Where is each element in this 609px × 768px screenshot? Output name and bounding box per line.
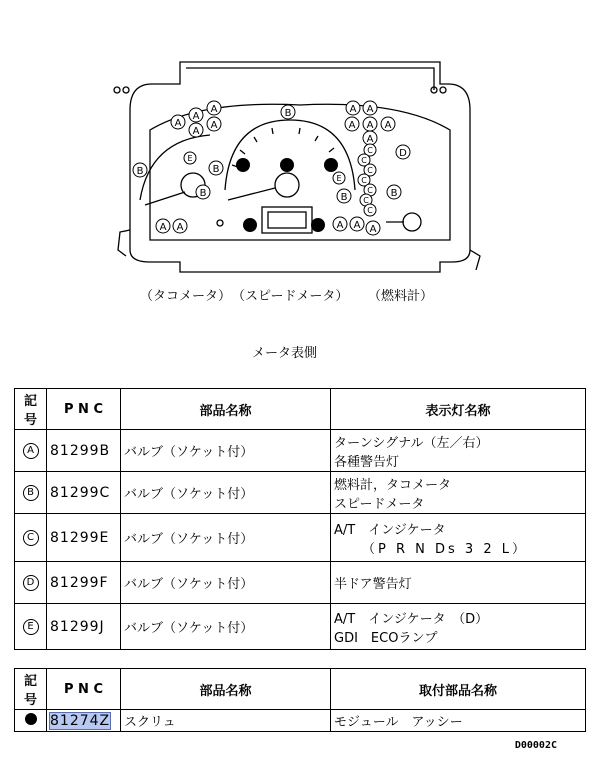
header-symbol: 記号 xyxy=(15,389,47,430)
header-part-name: 部品名称 xyxy=(121,669,331,710)
lamp-name-cell: ターンシグナル（左／右） 各種警告灯 xyxy=(331,430,586,472)
svg-text:A: A xyxy=(349,104,357,115)
drawing-code: D00002C xyxy=(514,740,557,751)
svg-text:B: B xyxy=(340,192,348,203)
svg-text:A: A xyxy=(210,104,218,115)
svg-text:A: A xyxy=(353,220,361,231)
table-row xyxy=(15,514,586,562)
caption-speedometer: （スピードメータ） xyxy=(232,289,349,304)
pnc-cell: 81299J xyxy=(47,604,121,650)
svg-text:A: A xyxy=(366,134,374,145)
symbol-e-icon: E xyxy=(23,619,39,635)
bulb-parts-table xyxy=(14,388,586,650)
svg-text:C: C xyxy=(367,186,373,195)
svg-text:E: E xyxy=(187,154,193,163)
pnc-cell-highlighted[interactable]: 81274Z xyxy=(50,712,111,729)
part-name-cell: スクリュ xyxy=(121,710,331,732)
part-name-cell: バルブ（ソケット付） xyxy=(121,472,331,514)
screw-parts-table xyxy=(14,668,586,732)
svg-text:A: A xyxy=(366,104,374,115)
lamp-name-cell: A/T インジケータ （P R N Ds 3 2 L） xyxy=(331,514,586,562)
header-lamp-name: 表示灯名称 xyxy=(331,389,586,430)
table-row xyxy=(15,710,586,732)
svg-text:B: B xyxy=(390,188,398,199)
svg-text:B: B xyxy=(284,108,292,119)
header-mount-part: 取付部品名称 xyxy=(331,669,586,710)
svg-text:B: B xyxy=(212,164,220,175)
part-name-cell: バルブ（ソケット付） xyxy=(121,514,331,562)
pnc-cell: 81299E xyxy=(47,514,121,562)
svg-text:A: A xyxy=(192,111,200,122)
header-part-name: 部品名称 xyxy=(121,389,331,430)
svg-text:A: A xyxy=(174,118,182,129)
svg-text:C: C xyxy=(361,156,367,165)
lamp-name-cell: 半ドア警告灯 xyxy=(331,562,586,604)
symbol-a-icon: A xyxy=(23,443,39,459)
table-row xyxy=(15,562,586,604)
svg-text:C: C xyxy=(367,206,373,215)
header-pnc: P N C xyxy=(47,389,121,430)
symbol-b-icon: B xyxy=(23,485,39,501)
mount-part-cell: モジュール アッシー xyxy=(331,710,586,732)
table-row xyxy=(15,472,586,514)
pnc-cell: 81299C xyxy=(47,472,121,514)
pnc-cell: 81299F xyxy=(47,562,121,604)
part-name-cell: バルブ（ソケット付） xyxy=(121,562,331,604)
header-symbol: 記号 xyxy=(15,669,47,710)
svg-text:A: A xyxy=(336,220,344,231)
svg-text:A: A xyxy=(348,120,356,131)
filled-dot-icon xyxy=(25,713,37,725)
svg-text:C: C xyxy=(367,166,373,175)
svg-text:A: A xyxy=(210,120,218,131)
svg-text:E: E xyxy=(336,174,342,183)
subtitle-meter-front: メータ表側 xyxy=(252,346,318,361)
lamp-name-cell: 燃料計，タコメータ スピードメータ xyxy=(331,472,586,514)
svg-text:B: B xyxy=(199,188,207,199)
svg-text:D: D xyxy=(399,148,407,159)
pnc-cell: 81299B xyxy=(47,430,121,472)
svg-text:A: A xyxy=(369,224,377,235)
svg-text:C: C xyxy=(361,176,367,185)
svg-text:A: A xyxy=(384,120,392,131)
table-row xyxy=(15,604,586,650)
svg-text:A: A xyxy=(176,222,184,233)
symbol-c-icon: C xyxy=(23,530,39,546)
svg-text:A: A xyxy=(192,126,200,137)
caption-fuel-gauge: （燃料計） xyxy=(368,289,434,304)
table-header-row xyxy=(15,389,586,430)
header-pnc: P N C xyxy=(47,669,121,710)
svg-text:A: A xyxy=(366,120,374,131)
caption-tachometer: （タコメータ） xyxy=(140,289,232,304)
part-name-cell: バルブ（ソケット付） xyxy=(121,604,331,650)
svg-text:C: C xyxy=(367,146,373,155)
svg-text:A: A xyxy=(159,222,167,233)
table-row xyxy=(15,430,586,472)
screw-marks xyxy=(236,158,338,232)
symbol-d-icon: D xyxy=(23,575,39,591)
lamp-name-cell: A/T インジケータ （D） GDI ECOランプ xyxy=(331,604,586,650)
svg-text:B: B xyxy=(136,166,144,177)
svg-text:C: C xyxy=(363,196,369,205)
callout-e xyxy=(184,152,345,184)
table-header-row xyxy=(15,669,586,710)
part-name-cell: バルブ（ソケット付） xyxy=(121,430,331,472)
